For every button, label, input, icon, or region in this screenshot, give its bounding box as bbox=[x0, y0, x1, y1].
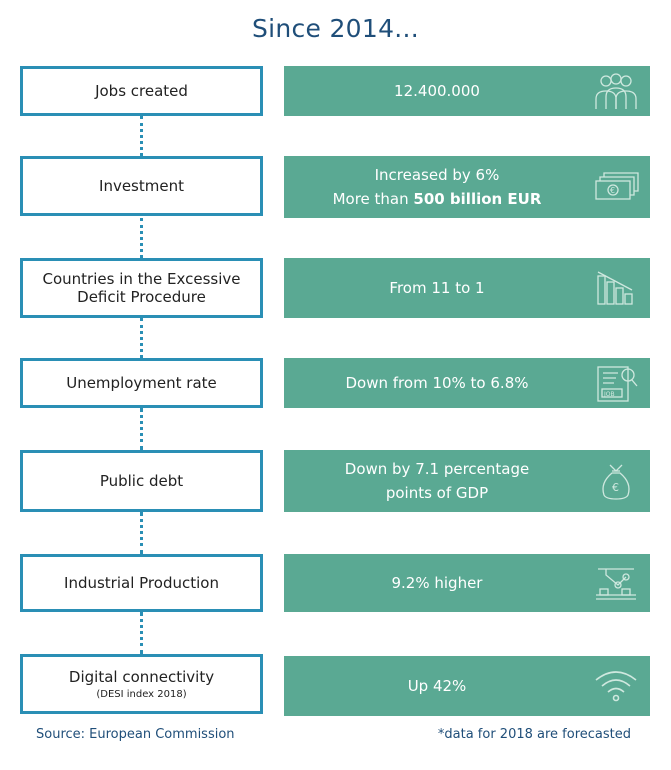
label-text: Public debt bbox=[99, 472, 184, 490]
value-deficit-procedure bbox=[284, 258, 650, 318]
value-line-2-prefix: More than bbox=[332, 190, 414, 208]
value-line-2 bbox=[333, 187, 542, 211]
value-text: From 11 to 1 bbox=[389, 279, 485, 297]
label-jobs-created bbox=[20, 66, 263, 116]
label-text: Unemployment rate bbox=[66, 374, 217, 392]
label-text: Digital connectivity bbox=[68, 667, 215, 686]
svg-text:€: € bbox=[610, 186, 616, 195]
value-public-debt bbox=[284, 450, 650, 512]
label-text: Jobs created bbox=[95, 82, 188, 100]
forecast-note: *data for 2018 are forecasted bbox=[437, 727, 631, 742]
label-unemployment bbox=[20, 358, 263, 408]
source-note: Source: European Commission bbox=[36, 727, 235, 742]
euro-money-bag-icon bbox=[592, 461, 640, 501]
robot-arm-icon bbox=[592, 563, 640, 603]
connector bbox=[140, 612, 143, 654]
label-text: Countries in the Excessive Deficit Procedure bbox=[42, 270, 241, 306]
label-industrial-production bbox=[20, 554, 263, 612]
value-jobs-created bbox=[284, 66, 650, 116]
wifi-icon bbox=[592, 666, 640, 706]
label-text: Industrial Production bbox=[64, 574, 219, 592]
label-text: Investment bbox=[99, 177, 184, 195]
label-investment bbox=[20, 156, 263, 216]
value-digital-connectivity bbox=[284, 656, 650, 716]
value-investment bbox=[284, 156, 650, 218]
value-line-1: Down by 7.1 percentage bbox=[344, 460, 530, 478]
declining-bars-icon bbox=[592, 268, 640, 308]
connector bbox=[140, 318, 143, 358]
value-line-2: points of GDP bbox=[385, 484, 489, 502]
connector bbox=[140, 512, 143, 554]
connector bbox=[140, 408, 143, 450]
svg-text:€: € bbox=[612, 481, 619, 494]
value-unemployment bbox=[284, 358, 650, 408]
label-digital-connectivity bbox=[20, 654, 263, 714]
value-line-1: Increased by 6% bbox=[374, 166, 500, 184]
value-text: Down from 10% to 6.8% bbox=[345, 374, 529, 392]
value-industrial-production bbox=[284, 554, 650, 612]
value-text: Up 42% bbox=[407, 677, 467, 695]
connector bbox=[140, 116, 143, 156]
workers-icon bbox=[592, 71, 640, 111]
money-stack-icon bbox=[592, 167, 640, 207]
connector bbox=[140, 218, 143, 258]
label-deficit-procedure bbox=[20, 258, 263, 318]
value-text: 12.400.000 bbox=[394, 82, 480, 100]
page-title: Since 2014... bbox=[251, 14, 420, 43]
job-search-icon bbox=[592, 363, 640, 403]
value-text: 9.2% higher bbox=[391, 574, 483, 592]
label-public-debt bbox=[20, 450, 263, 512]
label-subtext: (DESI index 2018) bbox=[96, 688, 187, 700]
value-line-2-bold: 500 billion EUR bbox=[413, 190, 542, 208]
svg-text:JOB: JOB bbox=[604, 391, 615, 398]
